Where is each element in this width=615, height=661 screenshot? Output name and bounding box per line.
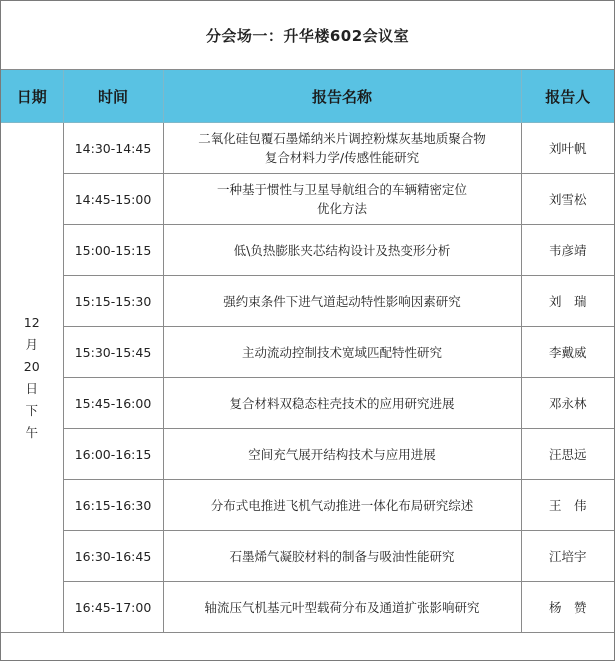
report-title <box>164 394 521 413</box>
report-title-line: 强约束条件下进气道起动特性影响因素研究 <box>223 293 461 309</box>
date-char: 日 <box>25 380 38 396</box>
report-title <box>164 241 521 260</box>
report-title-line: 低\负热膨胀夹芯结构设计及热变形分析 <box>233 242 451 258</box>
table-row <box>1 429 614 480</box>
time-cell: 15:30-15:45 <box>63 327 163 378</box>
report-title-line: 石墨烯气凝胶材料的制备与吸油性能研究 <box>229 548 455 564</box>
table-row <box>1 327 614 378</box>
column-header-report-title: 报告名称 <box>163 70 521 123</box>
table-row <box>1 531 614 582</box>
report-title <box>164 496 521 515</box>
table-row <box>1 276 614 327</box>
report-title-cell <box>163 582 521 633</box>
presenter-cell: 刘 瑞 <box>521 276 614 327</box>
report-title <box>164 343 521 362</box>
presenter-cell: 李戴威 <box>521 327 614 378</box>
date-char: 月 <box>25 336 38 352</box>
time-cell: 14:30-14:45 <box>63 123 163 174</box>
report-title <box>164 445 521 464</box>
presenter-cell: 韦彦靖 <box>521 225 614 276</box>
date-char: 午 <box>25 424 38 440</box>
report-title-cell <box>163 276 521 327</box>
table-row <box>1 174 614 225</box>
column-header-date: 日期 <box>1 70 63 123</box>
time-cell: 16:30-16:45 <box>63 531 163 582</box>
report-title-cell <box>163 429 521 480</box>
time-cell: 14:45-15:00 <box>63 174 163 225</box>
time-cell: 15:45-16:00 <box>63 378 163 429</box>
presenter-cell: 王 伟 <box>521 480 614 531</box>
report-title-cell <box>163 225 521 276</box>
time-cell: 15:00-15:15 <box>63 225 163 276</box>
date-cell <box>1 123 63 633</box>
report-title-line: 轴流压气机基元叶型载荷分布及通道扩张影响研究 <box>204 599 480 615</box>
column-header-row <box>1 70 614 123</box>
table-row <box>1 582 614 633</box>
schedule-body <box>1 123 614 633</box>
report-title <box>164 547 521 566</box>
report-title <box>164 598 521 617</box>
report-title-line: 二氧化硅包覆石墨烯纳米片调控粉煤灰基地质聚合物 <box>198 131 486 146</box>
report-title-cell <box>163 480 521 531</box>
time-cell: 16:15-16:30 <box>63 480 163 531</box>
report-title-cell <box>163 531 521 582</box>
report-title-line: 复合材料双稳态柱壳技术的应用研究进展 <box>229 395 455 411</box>
report-title-line: 优化方法 <box>316 201 367 216</box>
date-char: 20 <box>23 358 40 374</box>
column-header-time: 时间 <box>63 70 163 123</box>
report-title <box>164 129 521 167</box>
report-title-cell <box>163 123 521 174</box>
time-cell: 15:15-15:30 <box>63 276 163 327</box>
report-title-line: 空间充气展开结构技术与应用进展 <box>248 446 436 462</box>
table-row <box>1 378 614 429</box>
report-title-line: 复合材料力学/传感性能研究 <box>264 150 420 165</box>
table-row <box>1 480 614 531</box>
venue-title: 分会场一：升华楼602会议室 <box>1 1 614 70</box>
date-char: 12 <box>23 314 40 330</box>
presenter-cell: 杨 赞 <box>521 582 614 633</box>
report-title-cell <box>163 327 521 378</box>
presenter-cell: 刘雪松 <box>521 174 614 225</box>
report-title-line: 主动流动控制技术宽域匹配特性研究 <box>241 344 442 360</box>
report-title-cell <box>163 378 521 429</box>
presenter-cell: 邓永林 <box>521 378 614 429</box>
schedule-table <box>1 1 614 633</box>
time-cell: 16:45-17:00 <box>63 582 163 633</box>
presenter-cell: 汪思远 <box>521 429 614 480</box>
presenter-cell: 刘叶帆 <box>521 123 614 174</box>
time-cell: 16:00-16:15 <box>63 429 163 480</box>
report-title <box>164 292 521 311</box>
presenter-cell: 江培宇 <box>521 531 614 582</box>
table-row <box>1 123 614 174</box>
column-header-presenter: 报告人 <box>521 70 614 123</box>
date-char: 下 <box>25 402 38 418</box>
report-title <box>164 180 521 218</box>
report-title-cell <box>163 174 521 225</box>
report-title-line: 一种基于惯性与卫星导航组合的车辆精密定位 <box>216 182 467 197</box>
report-title-line: 分布式电推进飞机气动推进一体化布局研究综述 <box>210 497 474 513</box>
table-row <box>1 225 614 276</box>
